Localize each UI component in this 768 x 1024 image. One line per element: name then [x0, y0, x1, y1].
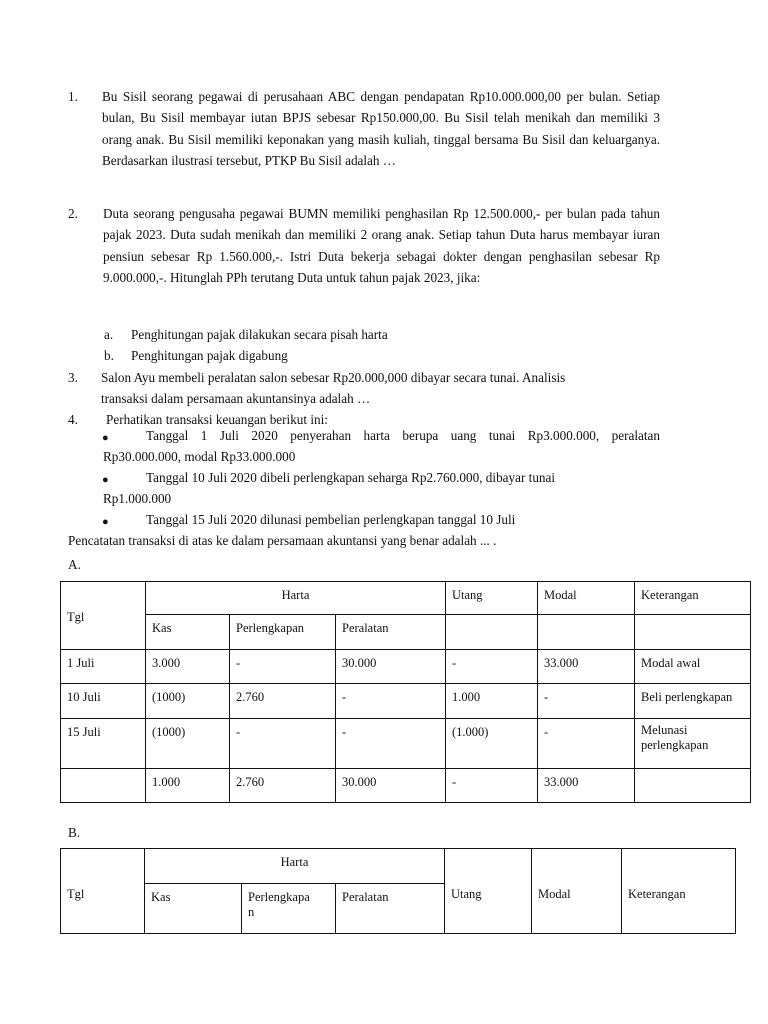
cell-peralatan: 30.000 [336, 769, 446, 803]
bullet-1-line-2: Rp30.000.000, modal Rp33.000.000 [103, 449, 296, 464]
cell-modal: 33.000 [538, 650, 635, 684]
header-keterangan: Keterangan [635, 582, 751, 615]
question-4-prompt: Pencatatan transaksi di atas ke dalam persamaan akuntansi yang benar adalah ... . [68, 533, 497, 548]
question-4-number: 4. [68, 412, 78, 427]
header-tgl: Tgl [61, 849, 145, 934]
sub-item-a-letter: a. [104, 327, 114, 342]
cell-modal: - [538, 684, 635, 719]
question-4-intro: Perhatikan transaksi keuangan berikut ini: [106, 412, 328, 427]
empty-cell [538, 615, 635, 650]
cell-perlengkapan: - [230, 719, 336, 769]
cell-perlengkapan: - [230, 650, 336, 684]
header-tgl: Tgl [61, 582, 146, 650]
header-harta: Harta [146, 582, 446, 615]
table-row [61, 769, 751, 803]
cell-utang: (1.000) [446, 719, 538, 769]
question-3-number: 3. [68, 370, 78, 385]
question-1-text: Bu Sisil seorang pegawai di perusahaan ABC dengan pendapatan Rp10.000.000,00 per bulan. Setiap bulan, Bu Sisil membayar iutan BPJS sebesar Rp150.000,00. Bu Sisil telah menikah dan memiliki 3 orang anak. Bu Sisil memiliki keponakan yang masih kuliah, tinggal bersama Bu Sisil dan keluarganya. Berdasarkan ilustrasi tersebut, PTKP Bu Sisil adalah … [102, 89, 660, 168]
empty-cell [635, 615, 751, 650]
question-1 [68, 86, 660, 171]
cell-kas: (1000) [146, 719, 230, 769]
header-modal: Modal [538, 582, 635, 615]
cell-peralatan: 30.000 [336, 650, 446, 684]
cell-modal: - [538, 719, 635, 769]
cell-perlengkapan: 2.760 [230, 684, 336, 719]
cell-utang: - [446, 769, 538, 803]
header-perlengkapan [242, 884, 336, 934]
header-keterangan: Keterangan [622, 849, 736, 934]
cell-keterangan: Modal awal [635, 650, 751, 684]
header-perlengkapan-line-1: Perlengkapa [248, 890, 310, 904]
bullet-icon: ● [102, 474, 109, 486]
header-kas: Kas [145, 884, 242, 934]
question-3-line-2: transaksi dalam persamaan akuntansinya adalah … [101, 391, 371, 406]
cell-peralatan: - [336, 684, 446, 719]
table-row [61, 684, 751, 719]
cell-tgl: 15 Juli [61, 719, 146, 769]
question-1-number: 1. [68, 89, 78, 104]
cell-kas: (1000) [146, 684, 230, 719]
header-perlengkapan-line-2: n [248, 905, 255, 919]
cell-perlengkapan: 2.760 [230, 769, 336, 803]
header-utang: Utang [445, 849, 532, 934]
cell-tgl: 1 Juli [61, 650, 146, 684]
bullet-1-line-1: Tanggal 1 Juli 2020 penyerahan harta berupa uang tunai Rp3.000.000, peralatan [146, 428, 660, 443]
bullet-icon: ● [102, 516, 109, 528]
cell-peralatan: - [336, 719, 446, 769]
option-a-table [60, 581, 751, 803]
header-harta: Harta [145, 849, 445, 884]
header-perlengkapan: Perlengkapan [230, 615, 336, 650]
cell-modal: 33.000 [538, 769, 635, 803]
table-row [61, 650, 751, 684]
header-peralatan: Peralatan [336, 884, 445, 934]
question-3-line-1: Salon Ayu membeli peralatan salon sebesar Rp20.000,000 dibayar secara tunai. Analisis [101, 370, 566, 385]
question-2 [68, 203, 660, 288]
bullet-2-line-2: Rp1.000.000 [103, 491, 172, 506]
sub-item-b-letter: b. [104, 348, 114, 363]
sub-item-b-text: Penghitungan pajak digabung [131, 348, 288, 363]
bullet-icon: ● [102, 432, 109, 444]
cell-utang: 1.000 [446, 684, 538, 719]
cell-tgl [61, 769, 146, 803]
empty-cell [446, 615, 538, 650]
bullet-3-line-1: Tanggal 15 Juli 2020 dilunasi pembelian perlengkapan tanggal 10 Juli [146, 512, 516, 527]
option-b-table [60, 848, 736, 934]
cell-keterangan: Beli perlengkapan [635, 684, 751, 719]
header-peralatan: Peralatan [336, 615, 446, 650]
cell-kas: 1.000 [146, 769, 230, 803]
cell-keterangan [635, 769, 751, 803]
header-utang: Utang [446, 582, 538, 615]
option-a-label: A. [68, 557, 81, 572]
question-2-text: Duta seorang pengusaha pegawai BUMN memiliki penghasilan Rp 12.500.000,- per bulan pada tahun pajak 2023. Duta sudah menikah dan memiliki 2 orang anak. Setiap tahun Duta harus membayar iuran pensiun sebesar Rp 1.560.000,-. Istri Duta bekerja sebagai dokter dengan penghasilan sebesar Rp 9.000.000,-. Hitunglah PPh terutang Duta untuk tahun pajak 2023, jika: [103, 206, 660, 285]
question-2-number: 2. [68, 206, 78, 221]
cell-kas: 3.000 [146, 650, 230, 684]
header-kas: Kas [146, 615, 230, 650]
cell-tgl: 10 Juli [61, 684, 146, 719]
bullet-2-line-1: Tanggal 10 Juli 2020 dibeli perlengkapan seharga Rp2.760.000, dibayar tunai [146, 470, 556, 485]
header-modal: Modal [532, 849, 622, 934]
table-row [61, 719, 751, 769]
cell-keterangan: Melunasi perlengkapan [635, 719, 751, 769]
option-b-label: B. [68, 825, 81, 840]
cell-utang: - [446, 650, 538, 684]
sub-item-a-text: Penghitungan pajak dilakukan secara pisah harta [131, 327, 388, 342]
